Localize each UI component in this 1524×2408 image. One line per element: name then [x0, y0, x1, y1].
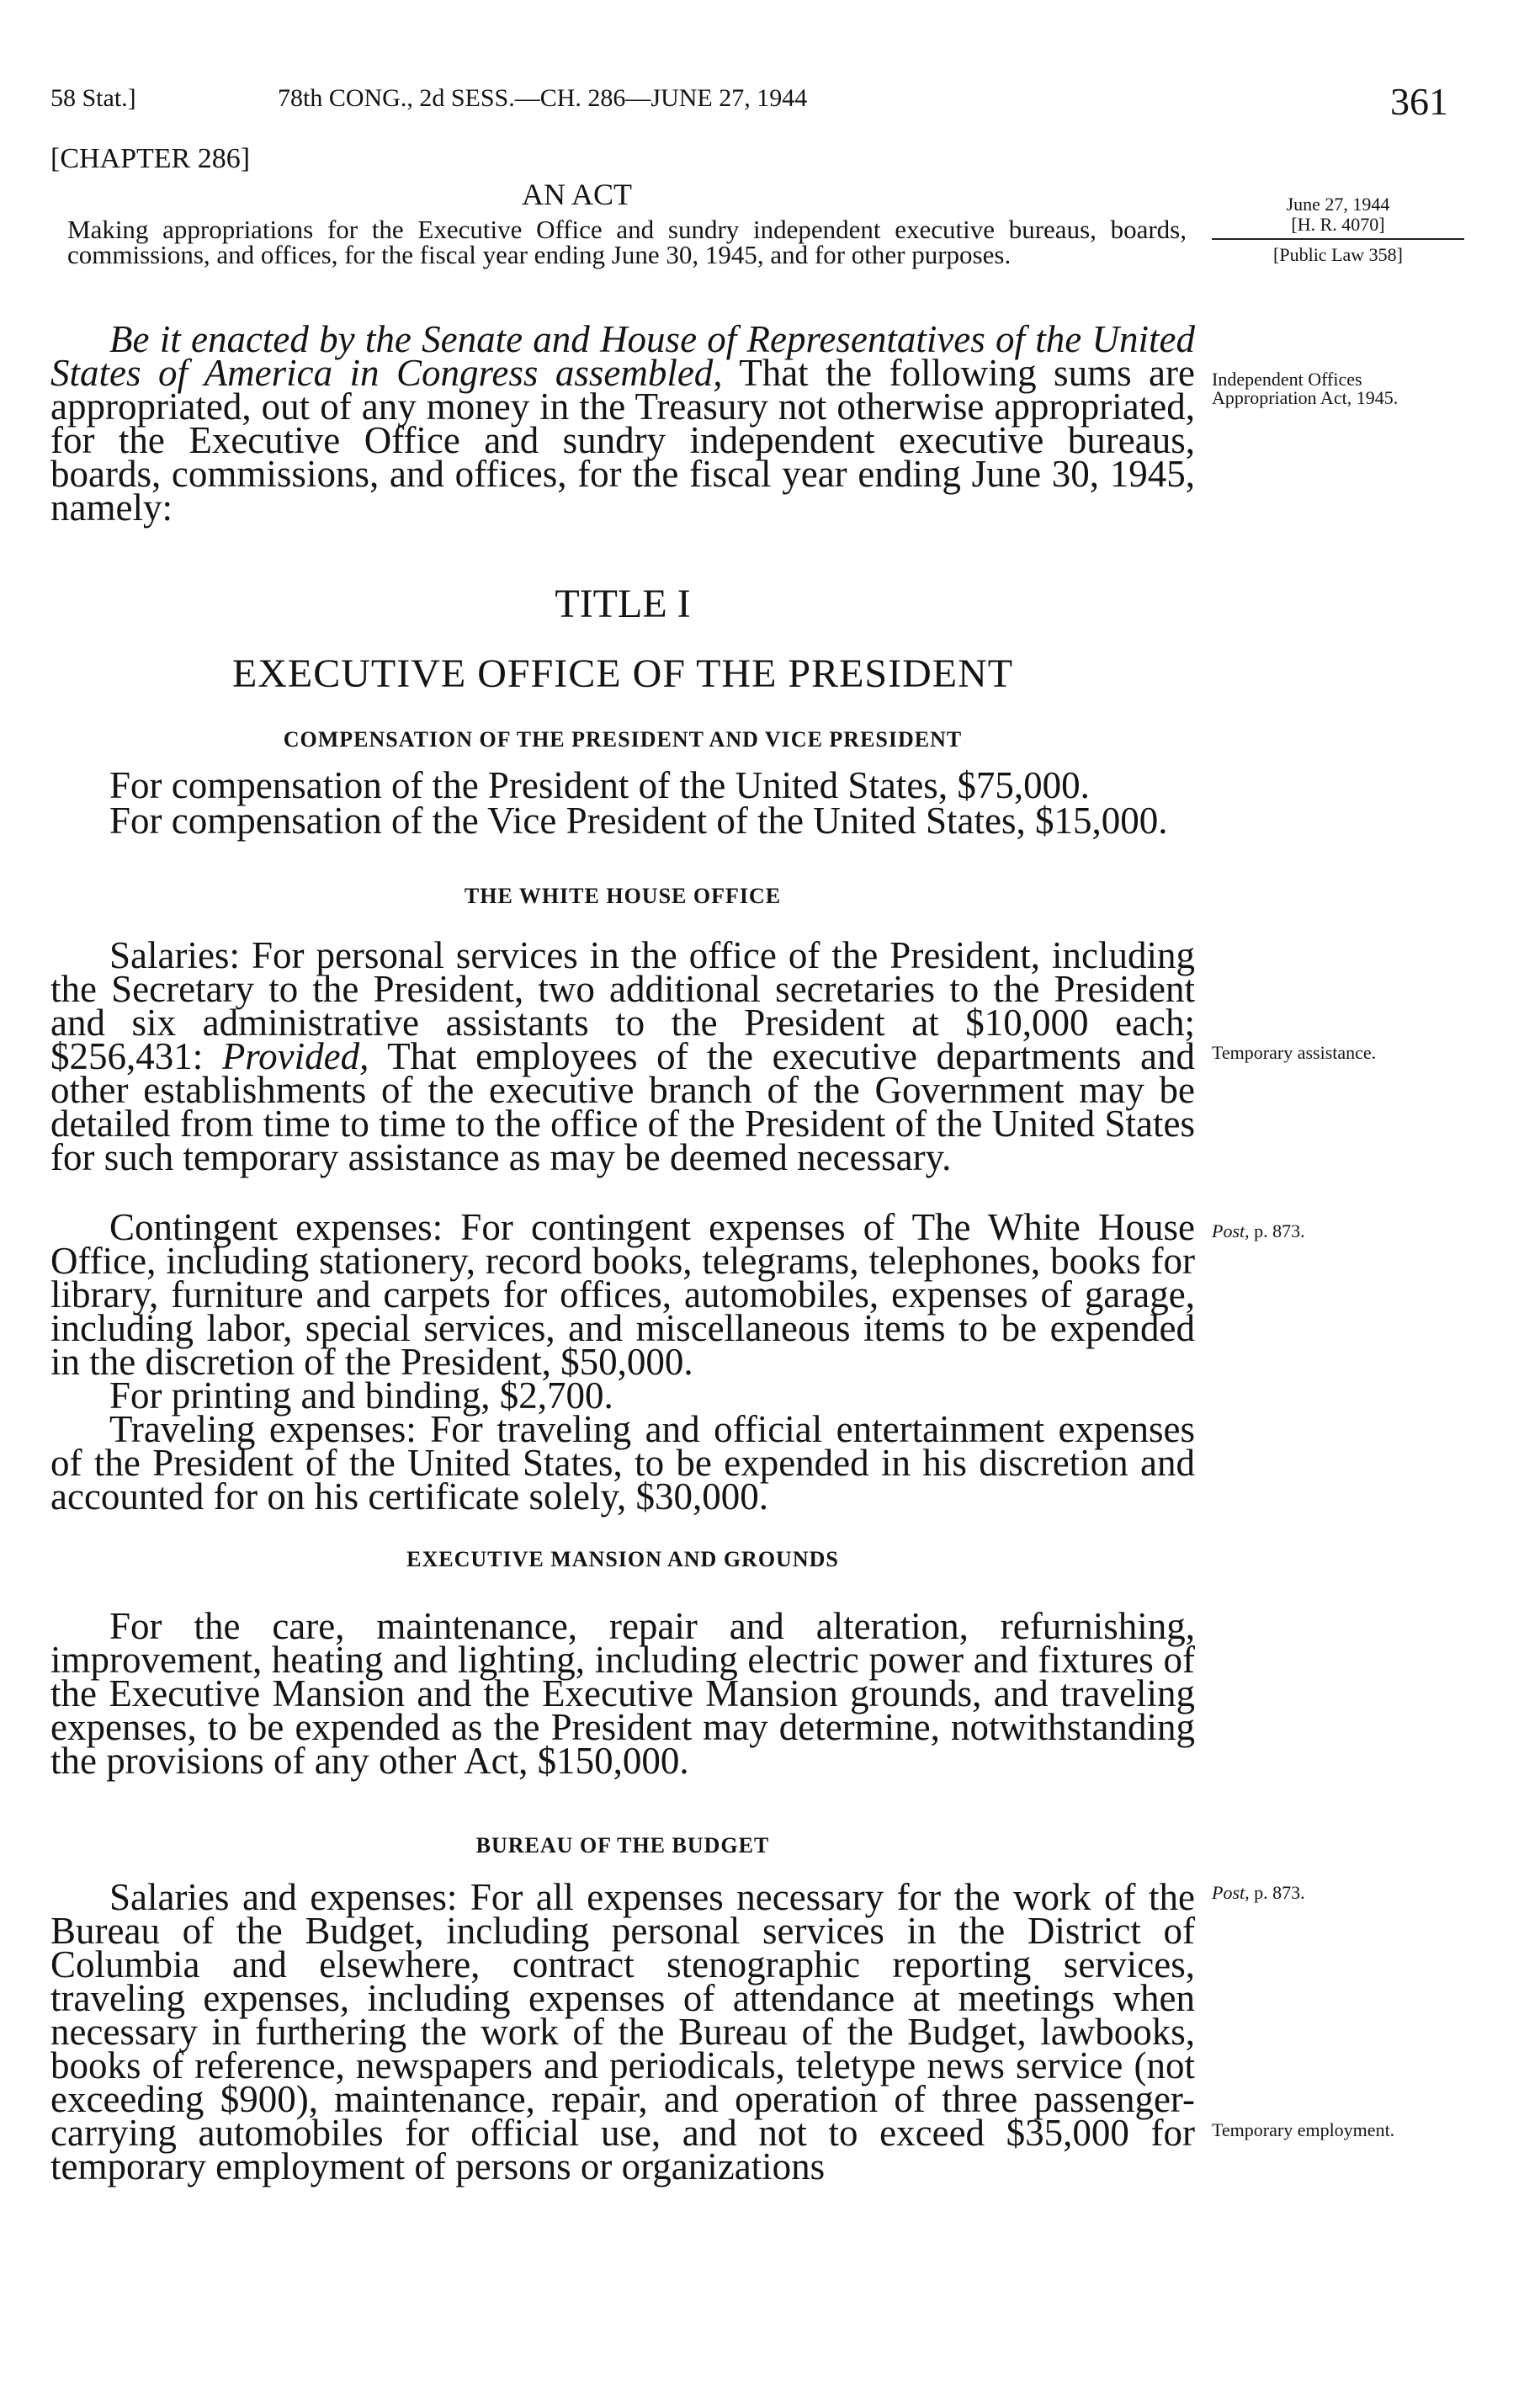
header-session: 78th CONG., 2d SESS.—CH. 286—JUNE 27, 1944: [278, 84, 808, 112]
salaries-provided: Provided,: [221, 1035, 369, 1077]
budget-heading: BUREAU OF THE BUDGET: [475, 1833, 770, 1858]
title-one-heading: TITLE I: [555, 582, 691, 626]
contingent-paragraph: Contingent expenses: For contingent expenses of The White House Office, including stationery, record books, telegrams, telephones, books for library, furniture and carpets for offices, automobiles, expenses of garage, including labor, special services, and miscellaneous items to be expended in the discretion of the President, $50,000.: [50, 1206, 1195, 1383]
salaries-text-b: That employees of the executive departments and other establishments of the executive branch of the Government may be detailed from time to time to the office of the President of the United States for such temporary assistance as may be deemed necessary.: [50, 1035, 1196, 1178]
mansion-paragraph: For the care, maintenance, repair and alteration, refurnishing, improvement, heating and lighting, including electric power and fixtures of the Executive Mansion and the Executive Mansion grounds, and traveling expenses, to be expended as the President may determine, notwithstanding the provisions of any other Act, $150,000.: [50, 1605, 1195, 1782]
executive-office-heading: EXECUTIVE OFFICE OF THE PRESIDENT: [231, 651, 1014, 696]
margin-post-ref-2: [1212, 1884, 1464, 1902]
printing-paragraph: For printing and binding, $2,700.: [109, 1374, 613, 1417]
margin-post-ref-2-italic: Post,: [1212, 1882, 1250, 1903]
budget-paragraph: Salaries and expenses: For all expenses necessary for the work of the Bureau of the Budget, including personal services in the District of Columbia and elsewhere, contract stenographic reporting services, traveling expenses, including expenses of attendance at meetings when necessary in furthering the work of the Bureau of the Budget, lawbooks, books of reference, newspapers and periodicals, teletype news service (not exceeding $900), maintenance, repair, and operation of three passenger-carrying automobiles for official use, and not to exceed $35,000 for temporary employment of persons or organizations: [50, 1876, 1195, 2187]
margin-public-law: [Public Law 358]: [1273, 244, 1403, 265]
white-house-heading: THE WHITE HOUSE OFFICE: [464, 884, 782, 908]
compensation-heading: COMPENSATION OF THE PRESIDENT AND VICE PRESIDENT: [283, 727, 963, 752]
margin-post-ref-1-italic: Post,: [1212, 1220, 1250, 1241]
salaries-text-a: Salaries: For personal services in the office of the President, including the Secretary to the President, two additional secretaries to the President and six administrative assistants to the President at $10,000 each; $256,431:: [50, 934, 1195, 1077]
traveling-paragraph: Traveling expenses: For traveling and official entertainment expenses of the President of the United States, to be expended in his discretion and accounted for on his certificate solely, $30,000.: [50, 1408, 1195, 1518]
act-heading: AN ACT: [522, 178, 633, 211]
margin-short-title: Independent Offices Appropriation Act, 1945.: [1212, 369, 1399, 408]
salaries-paragraph: [50, 934, 1196, 1178]
margin-rule: [1212, 238, 1464, 240]
enacting-clause-italic: Be it enacted by the Senate and House of Representatives of the United States of America in Congress assembled,: [50, 318, 1195, 394]
enacting-clause-text: That the following sums are appropriated, out of any money in the Treasury not otherwise appropriated, for the Executive Office and sundry independent executive bureaus, boards, commissions, and offices, for the fiscal year ending June 30, 1945, namely:: [50, 352, 1195, 529]
margin-post-ref-2-page: p. 873.: [1249, 1882, 1305, 1903]
margin-post-ref-1-page: p. 873.: [1249, 1220, 1305, 1241]
comp-president-paragraph: For compensation of the President of the United States, $75,000.: [109, 764, 1090, 806]
act-title: Making appropriations for the Executive Office and sundry independent executive bureaus, boards, commissions, and offices, for the fiscal year ending June 30, 1945, and for other purposes.: [67, 215, 1187, 269]
margin-temporary-employment: Temporary employment.: [1212, 2119, 1395, 2140]
margin-temporary-assistance: Temporary assistance.: [1212, 1042, 1377, 1063]
margin-bill: [H. R. 4070]: [1291, 214, 1385, 235]
chapter-label: [CHAPTER 286]: [50, 143, 251, 174]
page-number: 361: [1390, 80, 1448, 123]
margin-date: June 27, 1944: [1286, 194, 1390, 215]
margin-post-ref-1: [1212, 1222, 1464, 1241]
comp-vice-paragraph: For compensation of the Vice President of the United States, $15,000.: [109, 800, 1168, 842]
enacting-clause: [50, 318, 1195, 529]
mansion-heading: EXECUTIVE MANSION AND GROUNDS: [406, 1547, 839, 1571]
header-citation: 58 Stat.]: [50, 84, 136, 112]
